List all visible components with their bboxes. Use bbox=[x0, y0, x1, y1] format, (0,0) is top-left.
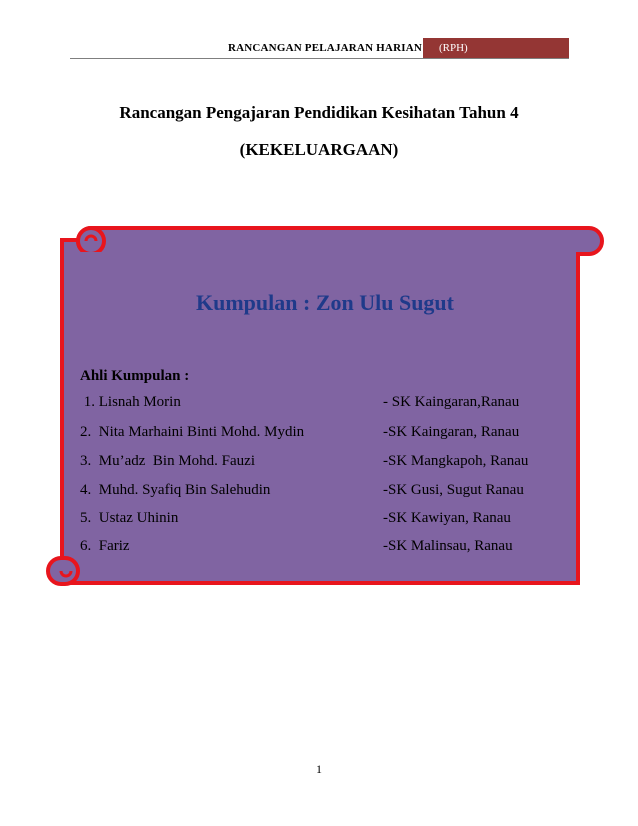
member-school: -SK Kawiyan, Ranau bbox=[383, 510, 511, 526]
member-school: -SK Mangkapoh, Ranau bbox=[383, 453, 529, 469]
member-row bbox=[80, 510, 550, 532]
member-school: -SK Malinsau, Ranau bbox=[383, 538, 513, 554]
member-row bbox=[80, 482, 550, 504]
member-row bbox=[80, 453, 550, 475]
scroll-top-left-curl bbox=[78, 228, 104, 254]
header-title: RANCANGAN PELAJARAN HARIAN bbox=[227, 42, 422, 54]
document-subtitle: (KEKELUARGAAN) bbox=[239, 140, 399, 159]
member-name: 3. Mu’adz Bin Mohd. Fauzi bbox=[80, 453, 255, 469]
member-name: 1. Lisnah Morin bbox=[80, 394, 181, 410]
scroll-top-curl bbox=[78, 228, 602, 254]
members-label: Ahli Kumpulan : bbox=[80, 368, 190, 384]
member-name: 6. Fariz bbox=[80, 538, 130, 554]
member-row bbox=[80, 424, 550, 446]
group-title: Kumpulan : Zon Ulu Sugut bbox=[196, 290, 454, 315]
member-row bbox=[80, 538, 550, 560]
header-tag: (RPH) bbox=[423, 38, 569, 58]
member-name: 2. Nita Marhaini Binti Mohd. Mydin bbox=[80, 424, 305, 440]
scroll-bottom-left-curl bbox=[48, 558, 78, 584]
member-name: 4. Muhd. Syafiq Bin Salehudin bbox=[80, 482, 271, 498]
member-name: 5. Ustaz Uhinin bbox=[80, 510, 179, 526]
page-number: 1 bbox=[316, 762, 322, 776]
member-school: - SK Kaingaran,Ranau bbox=[383, 394, 520, 410]
member-row bbox=[80, 394, 550, 416]
member-school: -SK Gusi, Sugut Ranau bbox=[383, 482, 524, 498]
document-title: Rancangan Pengajaran Pendidikan Kesihatan Tahun 4 bbox=[119, 103, 519, 122]
member-school: -SK Kaingaran, Ranau bbox=[383, 424, 520, 440]
